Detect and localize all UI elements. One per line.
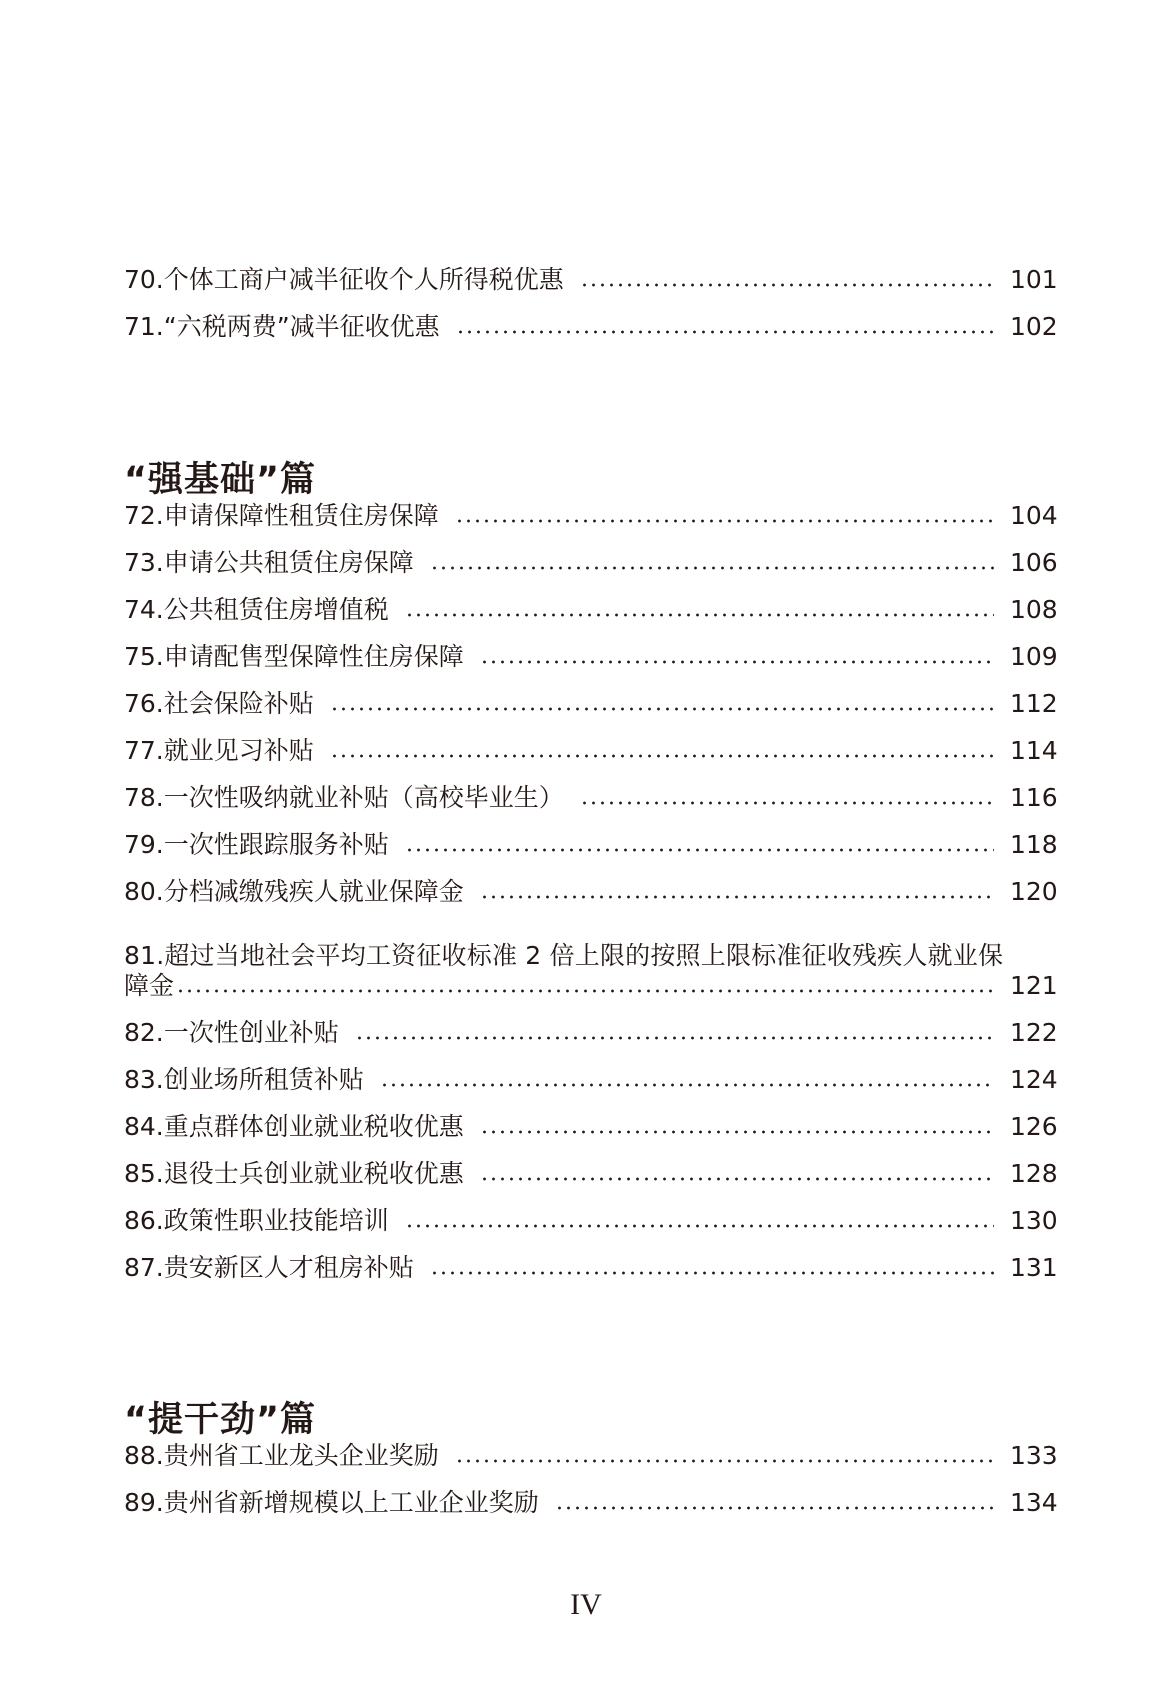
toc-entry[interactable] (124, 588, 1058, 628)
toc-entry-page: 128 (1010, 1159, 1058, 1188)
section-heading-tiganjin: “提干劲”篇 (124, 1400, 317, 1440)
dot-leader (405, 848, 994, 852)
toc-entry[interactable] (124, 635, 1058, 675)
toc-entry-page: 108 (1010, 595, 1058, 624)
dot-leader (580, 801, 994, 805)
toc-entry-title: 74.公共租赁住房增值税 (124, 595, 389, 624)
section-heading-qiangjichu: “强基础”篇 (124, 460, 317, 500)
toc-entry-page: 133 (1010, 1441, 1058, 1470)
toc-entry-wrapped-line2[interactable] (124, 964, 1058, 1004)
toc-entry[interactable] (124, 729, 1058, 769)
toc-entry-title: 87.贵安新区人才租房补贴 (124, 1253, 414, 1282)
toc-entry[interactable] (124, 1434, 1058, 1474)
toc-entry-page: 120 (1010, 877, 1058, 906)
toc-entry[interactable] (124, 682, 1058, 722)
dot-leader (480, 660, 994, 664)
dot-leader (405, 1224, 994, 1228)
toc-entry-title: 71.“六税两费”减半征收优惠 (124, 312, 440, 341)
toc-entry-page: 112 (1010, 689, 1058, 718)
dot-leader (380, 1083, 994, 1087)
toc-entry-title: 82.一次性创业补贴 (124, 1018, 339, 1047)
toc-entry[interactable] (124, 1152, 1058, 1192)
toc-entry-page: 101 (1010, 265, 1058, 294)
dot-leader (430, 566, 994, 570)
toc-entry-title: 86.政策性职业技能培训 (124, 1206, 389, 1235)
toc-entry-page: 130 (1010, 1206, 1058, 1235)
toc-entry-title: 70.个体工商户减半征收个人所得税优惠 (124, 265, 564, 294)
dot-leader (455, 1459, 994, 1463)
toc-entry-title: 89.贵州省新增规模以上工业企业奖励 (124, 1488, 539, 1517)
toc-entry-page: 121 (1010, 971, 1058, 1000)
toc-entry[interactable] (124, 494, 1058, 534)
dot-leader (455, 519, 994, 523)
dot-leader (330, 754, 994, 758)
dot-leader (405, 613, 994, 617)
toc-entry-page: 109 (1010, 642, 1058, 671)
toc-entry-title: 85.退役士兵创业就业税收优惠 (124, 1159, 464, 1188)
toc-entry[interactable] (124, 541, 1058, 581)
toc-entry-page: 131 (1010, 1253, 1058, 1282)
toc-entry[interactable] (124, 305, 1058, 345)
toc-entry-title: 障金 (124, 971, 175, 1000)
toc-entry[interactable] (124, 823, 1058, 863)
dot-leader (456, 330, 994, 334)
toc-entry-title: 72.申请保障性租赁住房保障 (124, 501, 439, 530)
toc-entry[interactable] (124, 870, 1058, 910)
toc-entry-title: 76.社会保险补贴 (124, 689, 314, 718)
dot-leader (355, 1036, 994, 1040)
toc-entry-page: 106 (1010, 548, 1058, 577)
dot-leader (330, 707, 994, 711)
toc-entry-title: 80.分档减缴残疾人就业保障金 (124, 877, 464, 906)
toc-entry-page: 122 (1010, 1018, 1058, 1047)
toc-entry-title: 79.一次性跟踪服务补贴 (124, 830, 389, 859)
toc-entry[interactable] (124, 1246, 1058, 1286)
toc-entry[interactable] (124, 776, 1058, 816)
toc-entry-title: 84.重点群体创业就业税收优惠 (124, 1112, 464, 1141)
toc-entry[interactable] (124, 1105, 1058, 1145)
toc-entry[interactable] (124, 1481, 1058, 1521)
toc-entry-title: 88.贵州省工业龙头企业奖励 (124, 1441, 439, 1470)
toc-entry-page: 102 (1010, 312, 1058, 341)
toc-entry-title: 73.申请公共租赁住房保障 (124, 548, 414, 577)
toc-entry-wrapped-line1[interactable]: 81.超过当地社会平均工资征收标准 2 倍上限的按照上限标准征收残疾人就业保 (124, 941, 1004, 970)
toc-entry-title: 75.申请配售型保障性住房保障 (124, 642, 464, 671)
toc-entry-page: 124 (1010, 1065, 1058, 1094)
toc-entry-page: 134 (1010, 1488, 1058, 1517)
toc-entry[interactable] (124, 258, 1058, 298)
toc-entry-title: 77.就业见习补贴 (124, 736, 314, 765)
dot-leader (480, 1130, 994, 1134)
toc-entry[interactable] (124, 1058, 1058, 1098)
toc-entry-page: 118 (1010, 830, 1058, 859)
toc-entry[interactable] (124, 1199, 1058, 1239)
toc-entry-page: 114 (1010, 736, 1058, 765)
toc-entry-title: 78.一次性吸纳就业补贴（高校毕业生） (124, 783, 564, 812)
toc-entry-page: 126 (1010, 1112, 1058, 1141)
dot-leader (480, 895, 994, 899)
dot-leader (430, 1271, 994, 1275)
dot-leader (480, 1177, 994, 1181)
toc-entry-page: 104 (1010, 501, 1058, 530)
page-number: IV (570, 1588, 602, 1621)
toc-entry[interactable] (124, 1011, 1058, 1051)
dot-leader (580, 283, 994, 287)
dot-leader (176, 989, 994, 993)
toc-entry-title: 83.创业场所租赁补贴 (124, 1065, 364, 1094)
toc-entry-page: 116 (1010, 783, 1058, 812)
dot-leader (555, 1506, 994, 1510)
